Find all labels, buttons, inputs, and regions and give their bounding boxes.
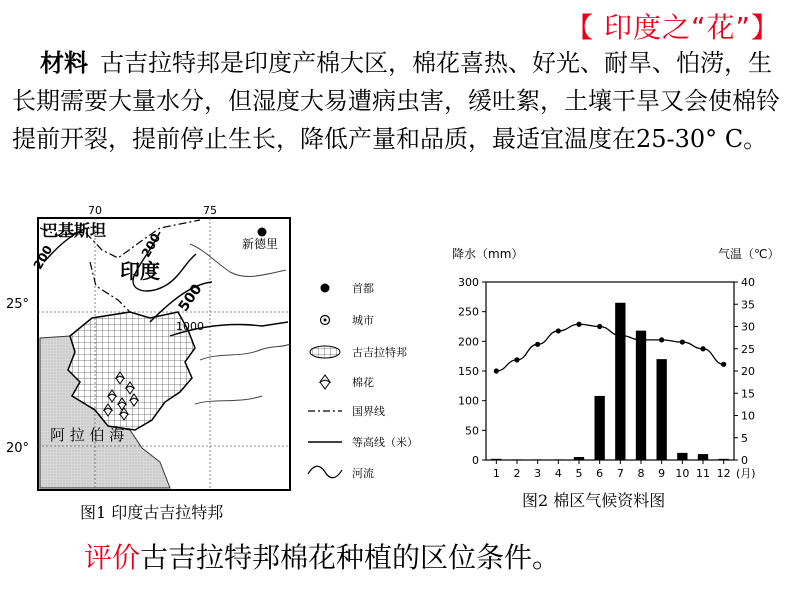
page-title: 【 印度之“花”】 bbox=[565, 11, 780, 44]
x-tick-label: 12 bbox=[716, 467, 731, 480]
right-tick-label: 35 bbox=[741, 298, 755, 312]
lat-label-25: 25° bbox=[6, 297, 30, 312]
temperature-point bbox=[494, 368, 499, 373]
temperature-point bbox=[514, 357, 519, 362]
contour-label-1000: 1000 bbox=[176, 320, 204, 333]
india-label: 印度 bbox=[120, 259, 160, 283]
right-tick-label: 5 bbox=[741, 431, 748, 445]
x-tick-label: 3 bbox=[534, 467, 542, 480]
question-rest: 古吉拉特邦棉花种植的区位条件。 bbox=[140, 541, 561, 574]
temperature-point bbox=[576, 322, 581, 327]
contour-label-200-east: 200 bbox=[138, 230, 164, 260]
right-tick-label: 15 bbox=[741, 387, 755, 401]
temperature-point bbox=[700, 346, 705, 351]
material-paragraph bbox=[12, 44, 784, 158]
contour-label-200-west: 200 bbox=[30, 242, 56, 272]
month-unit-label: (月) bbox=[736, 467, 756, 480]
right-tick-label: 20 bbox=[741, 365, 755, 378]
x-tick-label: 2 bbox=[513, 467, 521, 480]
precipitation-bar bbox=[533, 459, 543, 460]
legend-label-gujarat: 古吉拉特邦 bbox=[352, 346, 407, 359]
x-tick-label: 7 bbox=[616, 467, 624, 480]
temperature-point bbox=[721, 362, 726, 367]
right-tick-label: 40 bbox=[741, 276, 755, 289]
precipitation-bar bbox=[595, 396, 605, 460]
left-tick-label: 200 bbox=[458, 335, 479, 349]
left-tick-label: 300 bbox=[458, 276, 479, 289]
plot-frame bbox=[486, 282, 734, 460]
left-tick-label: 50 bbox=[465, 424, 479, 438]
lon-label-75: 75 bbox=[203, 204, 217, 217]
precipitation-bar bbox=[615, 303, 625, 460]
x-tick-label: 10 bbox=[675, 467, 690, 480]
legend-label-contour: 等高线（米） bbox=[352, 436, 418, 449]
material-lead: 材料 bbox=[40, 49, 88, 77]
x-tick-label: 8 bbox=[637, 467, 645, 480]
contour-label-500: 500 bbox=[175, 281, 206, 315]
precipitation-bar bbox=[491, 459, 501, 460]
question-highlight: 评价 bbox=[84, 541, 141, 574]
climate-caption: 图2 棉区气候资料图 bbox=[522, 491, 666, 510]
temperature-point bbox=[659, 337, 664, 342]
legend-label-cotton: 棉花 bbox=[352, 376, 374, 389]
lon-label-70: 70 bbox=[88, 204, 102, 217]
legend-label-river: 河流 bbox=[352, 467, 374, 480]
legend-label-capital: 首都 bbox=[352, 282, 374, 295]
x-tick-label: 5 bbox=[575, 467, 583, 480]
temperature-point bbox=[535, 342, 540, 347]
gujarat-map-figure bbox=[0, 200, 420, 500]
question-text bbox=[84, 536, 560, 576]
river-icon bbox=[308, 466, 342, 478]
precipitation-bars bbox=[491, 303, 729, 461]
temperature-point bbox=[556, 328, 561, 333]
arabian-sea-label: 阿 拉 伯 海 bbox=[50, 426, 125, 444]
temperature-point bbox=[618, 333, 623, 338]
temperature-point bbox=[597, 324, 602, 329]
chart-tick-labels bbox=[458, 276, 756, 480]
right-tick-label: 10 bbox=[741, 409, 755, 423]
precipitation-bar bbox=[553, 459, 563, 460]
left-axis-label: 降水（mm） bbox=[452, 247, 524, 261]
left-tick-label: 100 bbox=[458, 394, 479, 408]
chart-axes bbox=[482, 282, 738, 464]
precipitation-bar bbox=[698, 454, 708, 460]
precipitation-bar bbox=[677, 453, 687, 460]
gujarat-region-icon bbox=[310, 346, 340, 358]
right-axis-label: 气温（℃） bbox=[718, 247, 780, 261]
precipitation-bar bbox=[657, 359, 667, 460]
left-tick-label: 0 bbox=[472, 454, 479, 467]
x-tick-label: 6 bbox=[596, 467, 604, 480]
capital-icon bbox=[321, 284, 330, 293]
new-delhi-marker bbox=[258, 228, 267, 237]
precipitation-bar bbox=[636, 331, 646, 460]
pakistan-label: 巴基斯坦 bbox=[42, 221, 107, 240]
precipitation-bar bbox=[574, 457, 584, 460]
legend-label-border: 国界线 bbox=[352, 405, 385, 418]
new-delhi-label: 新德里 bbox=[242, 237, 279, 251]
right-tick-label: 25 bbox=[741, 342, 755, 356]
x-tick-label: 11 bbox=[696, 467, 710, 480]
temperature-line bbox=[494, 322, 727, 374]
precipitation-bar bbox=[512, 459, 522, 460]
legend-label-city: 城市 bbox=[352, 314, 374, 327]
left-tick-label: 150 bbox=[458, 365, 479, 378]
x-tick-label: 1 bbox=[492, 467, 500, 480]
map-caption: 图1 印度古吉拉特邦 bbox=[80, 503, 224, 522]
lat-label-20: 20° bbox=[6, 441, 30, 456]
material-body: 古吉拉特邦是印度产棉大区，棉花喜热、好光、耐旱、怕涝，生长期需要大量水分，但湿度大易遭病虫害，缓吐絮，土壤干旱又会使棉铃提前开裂，提前停止生长，降低产量和品质，最适宜温度在25-30° C。 bbox=[12, 49, 780, 153]
map-legend bbox=[308, 281, 418, 480]
x-tick-label: 4 bbox=[554, 467, 562, 480]
cotton-icon bbox=[320, 375, 330, 389]
right-tick-label: 0 bbox=[741, 454, 748, 467]
precipitation-bar bbox=[719, 459, 729, 460]
temperature-curve bbox=[496, 324, 723, 371]
left-tick-label: 250 bbox=[458, 305, 479, 319]
temperature-point bbox=[638, 337, 643, 342]
x-tick-label: 9 bbox=[658, 467, 666, 480]
right-tick-label: 30 bbox=[741, 320, 755, 334]
climate-chart bbox=[430, 240, 794, 490]
temperature-point bbox=[680, 339, 685, 344]
